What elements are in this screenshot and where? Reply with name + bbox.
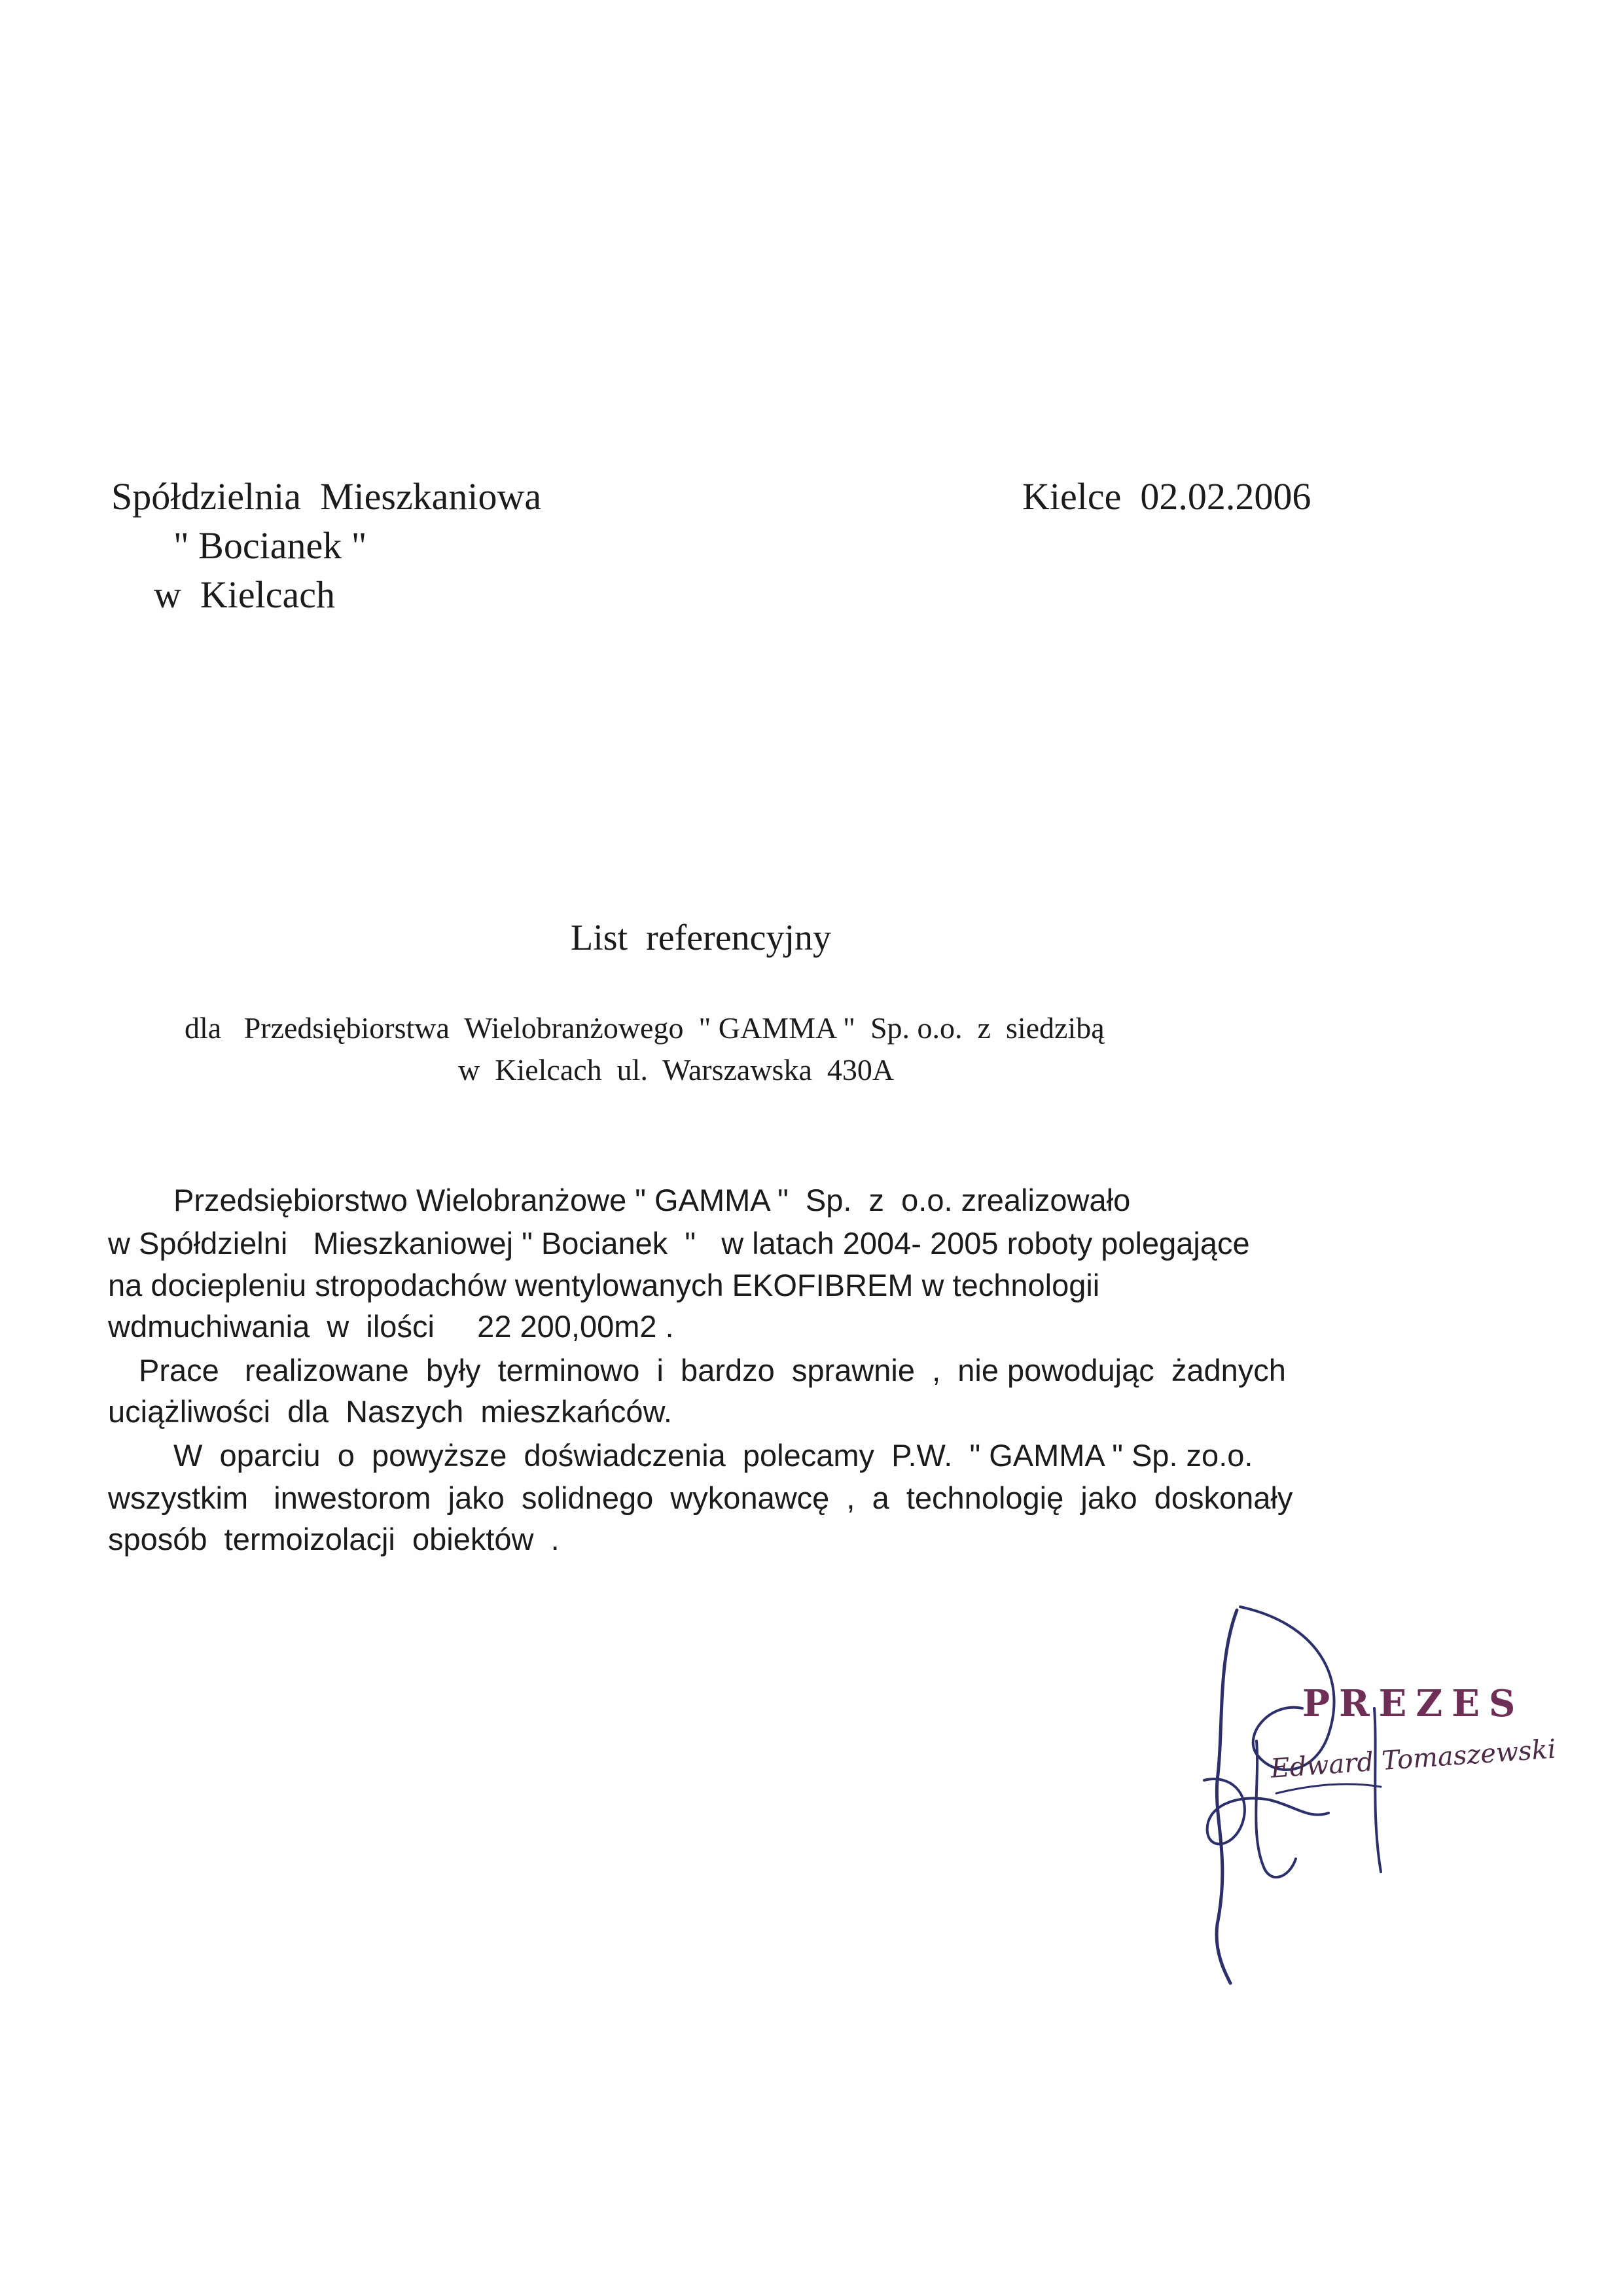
stamp-title: PREZES bbox=[1302, 1682, 1525, 1725]
body-line-7: W oparciu o powyższe doświadczenia polecamy P.W. " GAMMA " Sp. zo.o. bbox=[173, 1438, 1253, 1473]
body-line-1: Przedsiębiorstwo Wielobranżowe " GAMMA " Sp. z o.o. zrealizowało bbox=[173, 1183, 1131, 1217]
body-line-2: w Spółdzielni Mieszkaniowej " Bocianek " w latach 2004- 2005 roboty polegające bbox=[108, 1226, 1250, 1261]
sender-line-2: " Bocianek " bbox=[173, 524, 367, 567]
letter-date: Kielce 02.02.2006 bbox=[1022, 475, 1311, 518]
recipient-line-1: dla Przedsiębiorstwa Wielobranżowego " GAMMA " Sp. o.o. z siedzibą bbox=[185, 1011, 1105, 1045]
body-line-4: wdmuchiwania w ilości 22 200,00m2 . bbox=[108, 1309, 674, 1344]
sender-line-3: w Kielcach bbox=[154, 573, 335, 616]
body-line-3: na dociepleniu stropodachów wentylowanych EKOFIBREM w technologii bbox=[108, 1268, 1100, 1302]
sender-line-1: Spółdzielnia Mieszkaniowa bbox=[111, 475, 542, 518]
body-line-6: uciążliwości dla Naszych mieszkańców. bbox=[108, 1394, 672, 1429]
body-line-8: wszystkim inwestorom jako solidnego wykonawcę , a technologię jako doskonały bbox=[108, 1480, 1293, 1515]
recipient-line-2: w Kielcach ul. Warszawska 430A bbox=[458, 1053, 895, 1086]
body-line-9: sposób termoizolacji obiektów . bbox=[108, 1522, 560, 1556]
stamp-name: Edward Tomaszewski bbox=[1270, 1734, 1557, 1784]
body-line-5: Prace realizowane były terminowo i bardzo sprawnie , nie powodując żadnych bbox=[139, 1353, 1286, 1388]
letter-title: List referencyjny bbox=[571, 918, 832, 958]
handwritten-signature bbox=[1178, 1584, 1453, 1990]
